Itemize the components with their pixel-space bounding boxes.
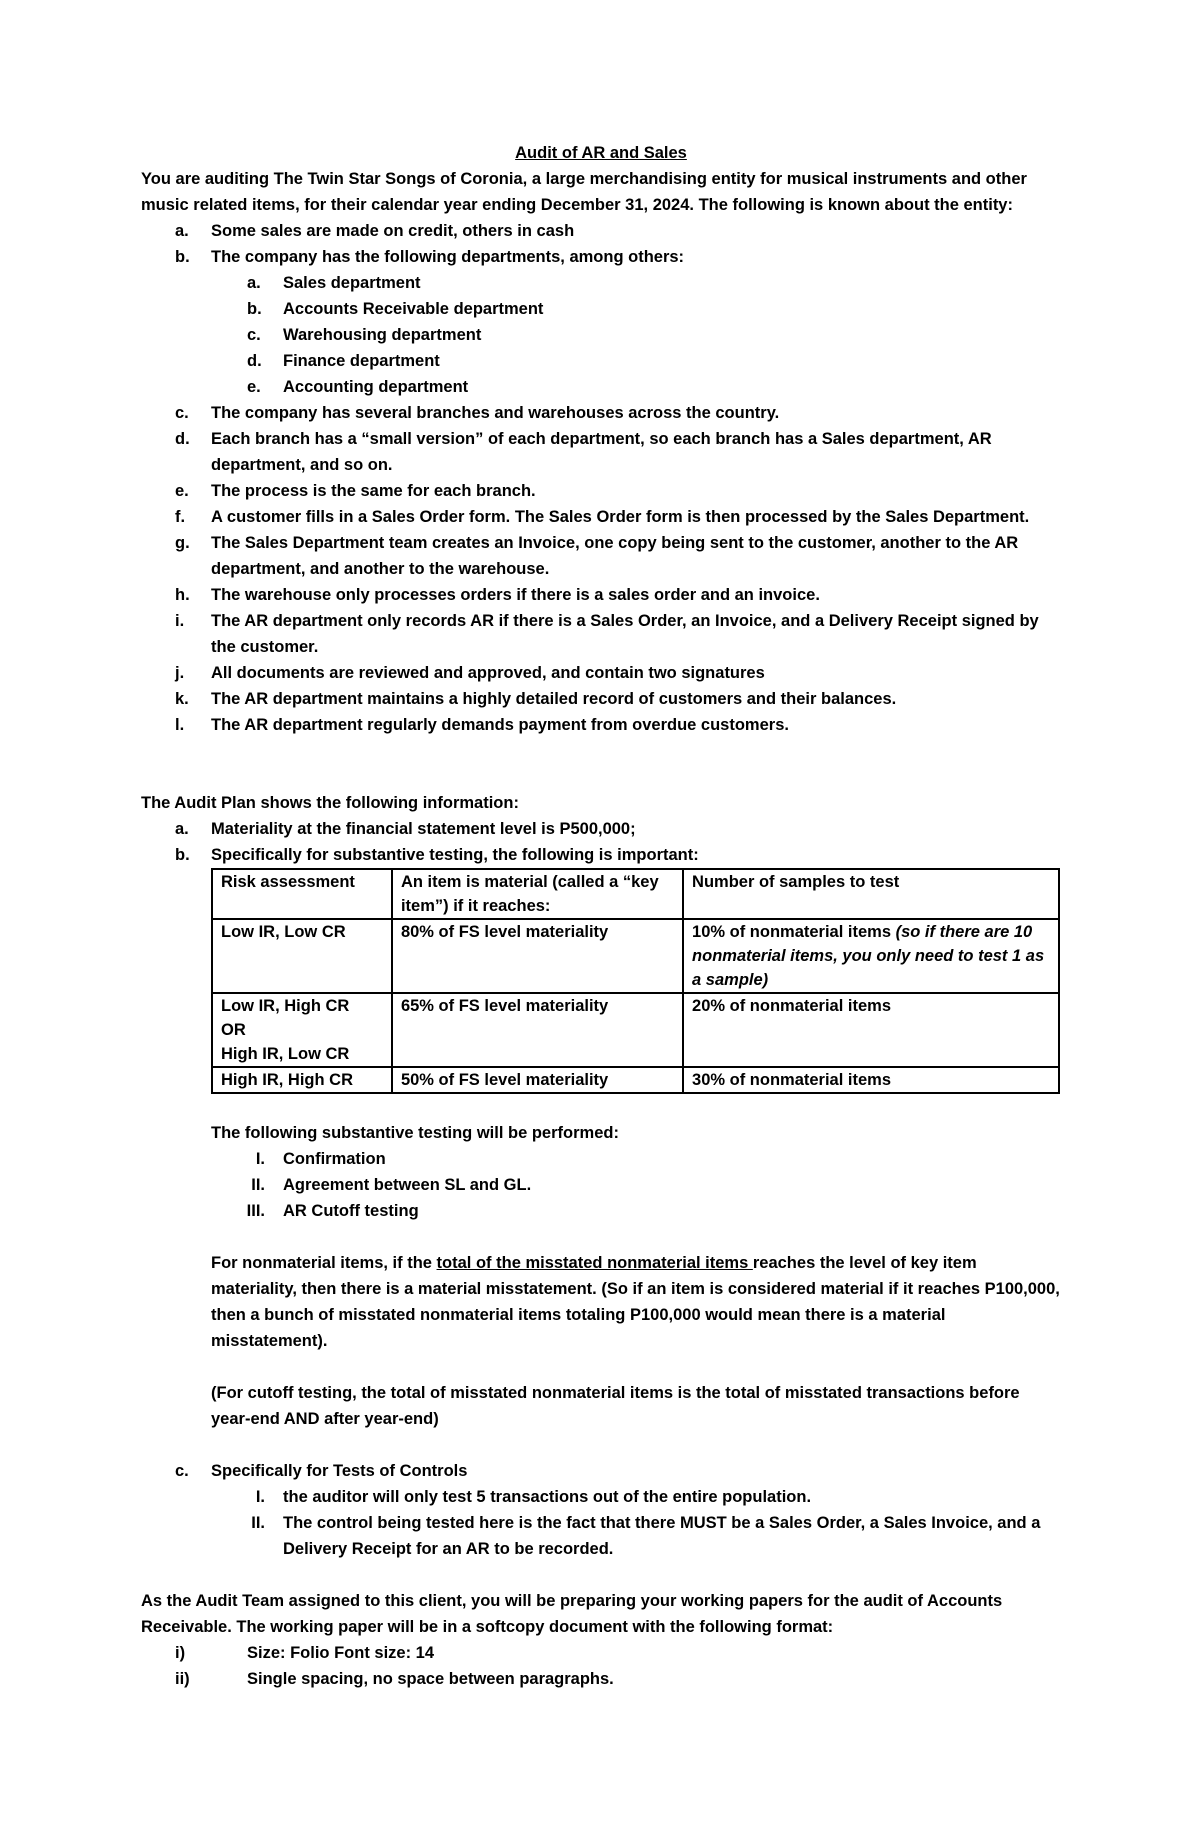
substantive-heading: The following substantive testing will be performed: (211, 1124, 619, 1142)
list-item: g. The Sales Department team creates an Invoice, one copy being sent to the customer, another to the AR department, and another to the warehouse. (175, 534, 1019, 578)
nonmaterial-paragraph: For nonmaterial items, if the total of the misstated nonmaterial items reaches the level of key item materiality, then there is a material misstatement. (So if an item is considered material if it reaches P100,000, then a bunch of misstated nonmaterial items totaling P100,000 would mean there is a material misstatement). (211, 1254, 1060, 1350)
table-cell: 65% of FS level materiality (392, 993, 683, 1067)
list-item: h. The warehouse only processes orders if there is a sales order and an invoice. (175, 586, 820, 604)
list-item: ii) Single spacing, no space between paragraphs. (175, 1670, 614, 1688)
document-page (141, 140, 1061, 1692)
table-header-cell: Risk assessment (212, 869, 392, 919)
list-item: j. All documents are reviewed and approved, and contain two signatures (175, 664, 765, 682)
list-item: l. The AR department regularly demands payment from overdue customers. (175, 716, 789, 734)
table-row (212, 919, 1059, 993)
table-row (212, 993, 1059, 1067)
list-item: I. Confirmation (255, 1150, 386, 1168)
list-item: c. The company has several branches and warehouses across the country. (175, 404, 780, 422)
table-header-row (212, 869, 1059, 919)
table-cell: Low IR, Low CR (212, 919, 392, 993)
list-item: c. Specifically for Tests of Controls (175, 1462, 468, 1480)
audit-plan-heading: The Audit Plan shows the following information: (141, 794, 519, 812)
list-item: II. Agreement between SL and GL. (251, 1176, 532, 1194)
table-cell: 20% of nonmaterial items (683, 993, 1059, 1067)
table-header-cell: Number of samples to test (683, 869, 1059, 919)
list-item: f. A customer fills in a Sales Order form. The Sales Order form is then processed by the Sales Department. (175, 508, 1030, 526)
list-item: a. Materiality at the financial statement level is P500,000; (175, 820, 636, 838)
list-item: b. The company has the following departments, among others: (175, 248, 685, 266)
list-item: b. Specifically for substantive testing, the following is important: (175, 846, 699, 864)
cutoff-note: (For cutoff testing, the total of misstated nonmaterial items is the total of misstated transactions before year-end AND after year-end) (211, 1384, 1020, 1428)
list-item: k. The AR department maintains a highly detailed record of customers and their balances. (175, 690, 897, 708)
list-item: III. AR Cutoff testing (246, 1202, 419, 1220)
table-header-cell: An item is material (called a “key item”) if it reaches: (392, 869, 683, 919)
page-title: Audit of AR and Sales (515, 144, 687, 162)
table-cell: High IR, High CR (212, 1067, 392, 1093)
list-item: i. The AR department only records AR if there is a Sales Order, an Invoice, and a Delivery Receipt signed by the customer. (175, 612, 1039, 656)
closing-paragraph: As the Audit Team assigned to this client, you will be preparing your working papers for the audit of Accounts Receivable. The working paper will be in a softcopy document with the following format: (141, 1592, 1003, 1636)
intro-paragraph: You are auditing The Twin Star Songs of Coronia, a large merchandising entity for musical instruments and other music related items, for their calendar year ending December 31, 2024. The following is known about the entity: (141, 170, 1027, 214)
table-cell: 30% of nonmaterial items (683, 1067, 1059, 1093)
materiality-table (211, 868, 1060, 1094)
table-cell: Low IR, High CR OR High IR, Low CR (212, 993, 392, 1067)
list-item: II. The control being tested here is the fact that there MUST be a Sales Order, a Sales Invoice, and a Delivery Receipt for an AR to be recorded. (251, 1514, 1041, 1558)
table-cell: 10% of nonmaterial items (so if there are 10 nonmaterial items, you only need to test 1 as a sample) (683, 919, 1059, 993)
department-item: c. Warehousing department (247, 326, 482, 344)
department-item: d. Finance department (247, 352, 440, 370)
table-cell: 80% of FS level materiality (392, 919, 683, 993)
list-item: d. Each branch has a “small version” of each department, so each branch has a Sales department, AR department, and so on. (175, 430, 992, 474)
department-item: e. Accounting department (247, 378, 469, 396)
department-item: b. Accounts Receivable department (247, 300, 544, 318)
table-row (212, 1067, 1059, 1093)
list-item: e. The process is the same for each branch. (175, 482, 536, 500)
table-cell: 50% of FS level materiality (392, 1067, 683, 1093)
list-item: i) Size: Folio Font size: 14 (175, 1644, 435, 1662)
list-item: I. the auditor will only test 5 transactions out of the entire population. (255, 1488, 812, 1506)
list-item: a. Some sales are made on credit, others in cash (175, 222, 575, 240)
department-item: a. Sales department (247, 274, 421, 292)
